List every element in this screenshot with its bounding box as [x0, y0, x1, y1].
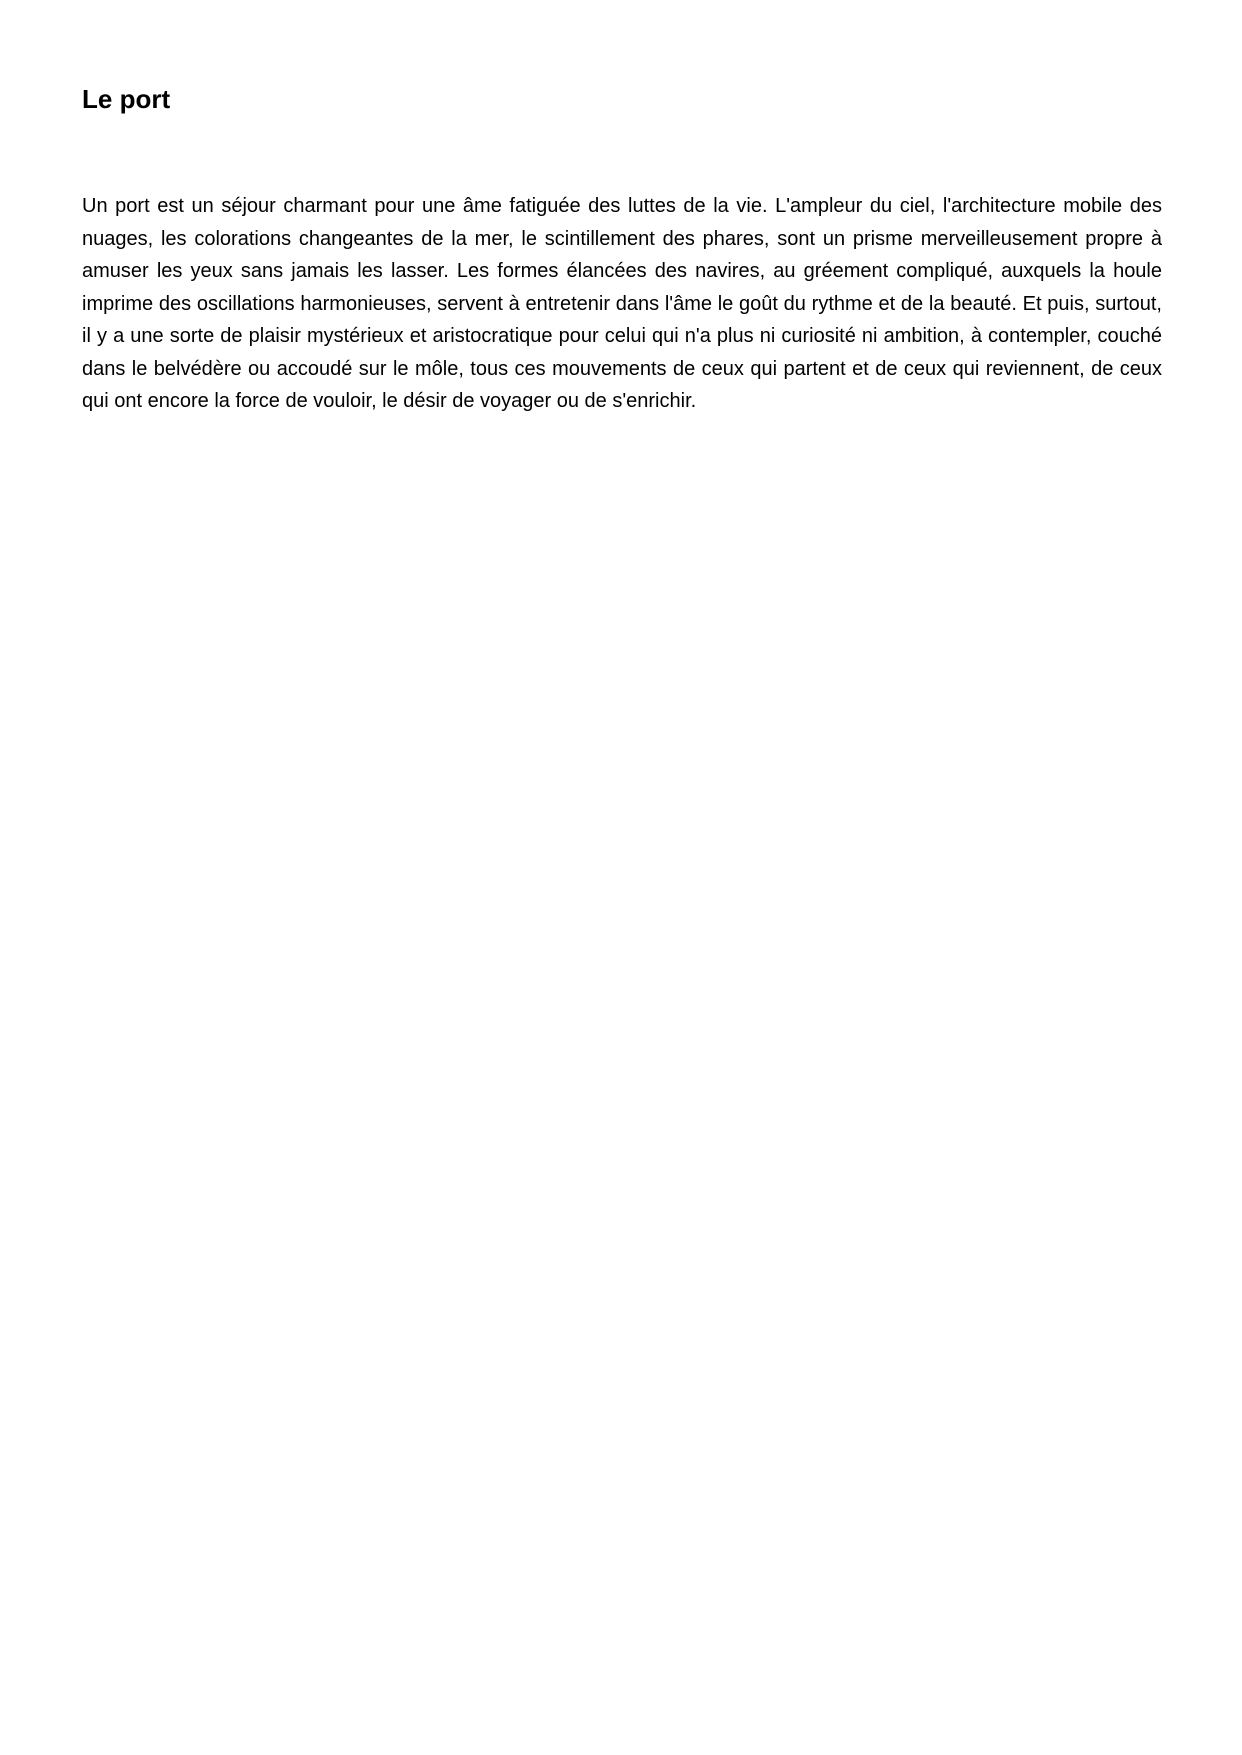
document-paragraph: Un port est un séjour charmant pour une âme fatiguée des luttes de la vie. L'ampleur du ciel, l'architecture mobile des nuages, les colorations changeantes de la mer, le scintillement des phares, sont un prisme merveilleusement propre à amuser les yeux sans jamais les lasser. Les formes élancées des navires, au gréement compliqué, auxquels la houle imprime des oscillations harmonieuses, servent à entretenir dans l'âme le goût du rythme et de la beauté. Et puis, surtout, il y a une sorte de plaisir mystérieux et aristocratique pour celui qui n'a plus ni curiosité ni ambition, à contempler, couché dans le belvédère ou accoudé sur le môle, tous ces mouvements de ceux qui partent et de ceux qui reviennent, de ceux qui ont encore la force de vouloir, le désir de voyager ou de s'enrichir. — [82, 195, 1162, 412]
document-title: Le port — [82, 84, 171, 114]
